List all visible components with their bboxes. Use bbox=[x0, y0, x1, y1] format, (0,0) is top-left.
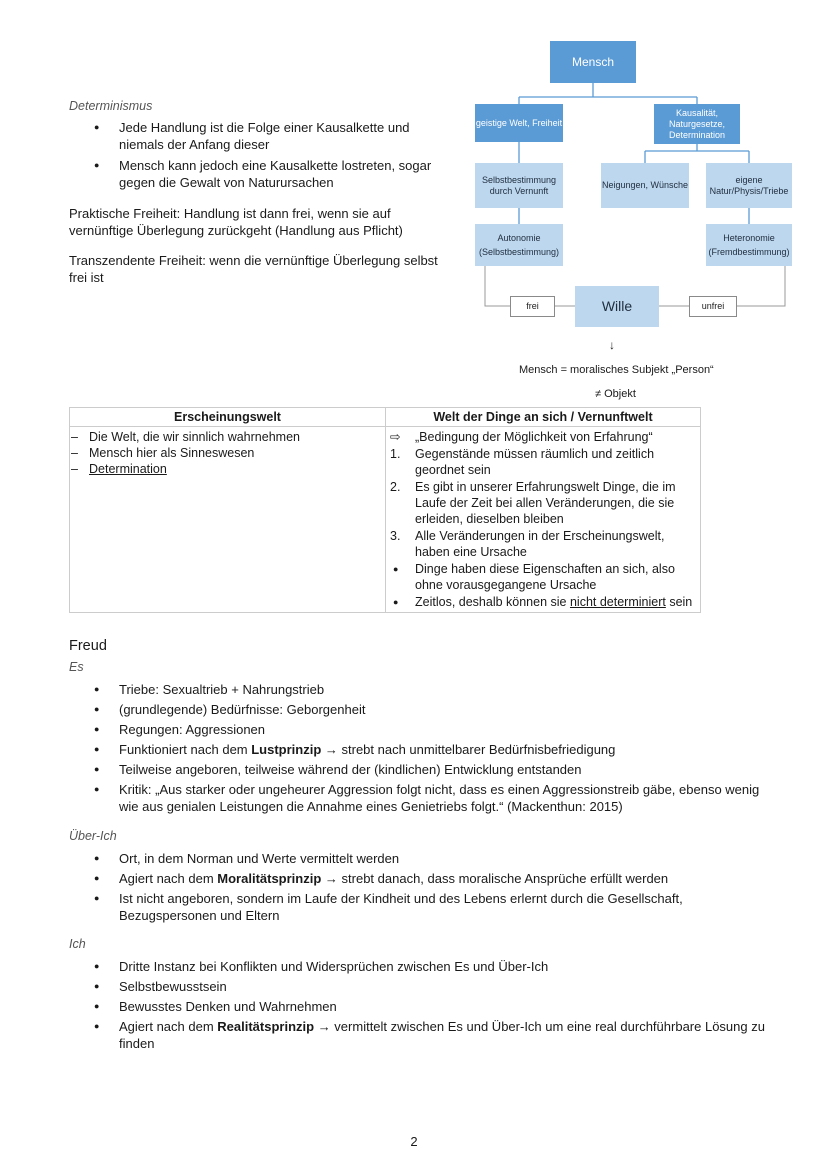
list-number: 3. bbox=[390, 529, 401, 543]
diagram-box-eigene-natur: eigene Natur/Physis/Triebe bbox=[706, 163, 792, 208]
erscheinungswelt-list bbox=[70, 429, 385, 477]
diagram-box-wille: Wille bbox=[575, 286, 659, 327]
ich-heading: Ich bbox=[69, 937, 86, 951]
diagram-box-neigungen: Neigungen, Wünsche bbox=[601, 163, 689, 208]
diagram-box-autonomie bbox=[475, 224, 563, 266]
list-item bbox=[386, 479, 700, 527]
diagram-objekt: ≠ Objekt bbox=[595, 388, 636, 400]
table-header-vernunftwelt: Welt der Dinge an sich / Vernunftwelt bbox=[386, 408, 701, 427]
vernunftwelt-list bbox=[386, 429, 700, 610]
list-item bbox=[386, 429, 700, 445]
list-item bbox=[386, 446, 700, 478]
list-item-text: Alle Veränderungen in der Erscheinungswelt, haben eine Ursache bbox=[415, 529, 665, 559]
ueberich-heading: Über-Ich bbox=[69, 829, 117, 843]
connector-line bbox=[735, 266, 785, 306]
list-item-text: Es gibt in unserer Erfahrungswelt Dinge, die im Laufe der Zeit bei allen Veränderungen, die sie erleiden, dieselben bleiben bbox=[415, 480, 676, 526]
diagram-result: Mensch = moralisches Subjekt „Person“ bbox=[519, 364, 714, 376]
down-arrow-icon: ↓ bbox=[609, 338, 615, 352]
diagram-box-kausalitaet: Kausalität, Naturgesetze, Determination bbox=[654, 104, 740, 144]
connector-line bbox=[645, 144, 749, 163]
list-item bbox=[386, 594, 700, 610]
list-item-text: Zeitlos, deshalb können sie nicht determiniert sein bbox=[415, 595, 693, 609]
list-item: ● Selbstbewusstsein bbox=[69, 978, 769, 995]
list-item-text: „Bedingung der Möglichkeit von Erfahrung“ bbox=[415, 430, 653, 444]
list-item: ● Jede Handlung ist die Folge einer Kausalkette und niemals der Anfang dieser bbox=[69, 119, 454, 153]
list-item: ● Dritte Instanz bei Konflikten und Widersprüchen zwischen Es und Über-Ich bbox=[69, 958, 769, 975]
list-item: ● Agiert nach dem Realitätsprinzip → vermittelt zwischen Es und Über-Ich um eine real durchführbare Lösung zu finden bbox=[69, 1018, 769, 1052]
list-item: ● Agiert nach dem Moralitätsprinzip → strebt danach, dass moralische Ansprüche erfüllt werden bbox=[69, 870, 769, 887]
list-item: ● Mensch kann jedoch eine Kausalkette lostreten, sogar gegen die Gewalt von Naturursachen bbox=[69, 157, 454, 191]
ich-list bbox=[69, 958, 769, 1052]
table-header-erscheinungswelt: Erscheinungswelt bbox=[70, 408, 386, 427]
list-item: ● (grundlegende) Bedürfnisse: Geborgenheit bbox=[69, 701, 769, 718]
list-item: ● Funktioniert nach dem Lustprinzip → strebt nach unmittelbarer Bedürfnisbefriedigung bbox=[69, 741, 769, 758]
heteronomie-label: Heteronomie bbox=[723, 232, 775, 243]
list-item-text: Dinge haben diese Eigenschaften an sich, also ohne vorausgegangene Ursache bbox=[415, 562, 675, 592]
determinismus-heading: Determinismus bbox=[69, 99, 153, 113]
list-item: – Mensch hier als Sinneswesen bbox=[70, 445, 385, 461]
list-item: ● Regungen: Aggressionen bbox=[69, 721, 769, 738]
diagram-box-unfrei: unfrei bbox=[689, 296, 737, 317]
list-item: ● Kritik: „Aus starker oder ungeheurer Aggression folgt nicht, dass es einen Aggressionstreib gäbe, ebenso wenig wie aus genialen Leistungen die Annahme eines Genietriebs folgt.“ (Mackenthun: 2015) bbox=[69, 781, 769, 815]
list-item: ● Ort, in dem Norman und Werte vermittelt werden bbox=[69, 850, 769, 867]
ueberich-list bbox=[69, 850, 769, 924]
list-item: ● Teilweise angeboren, teilweise während der (kindlichen) Entwicklung entstanden bbox=[69, 761, 769, 778]
list-number: 1. bbox=[390, 447, 401, 461]
list-item: – Die Welt, die wir sinnlich wahrnehmen bbox=[70, 429, 385, 445]
heteronomie-sublabel: (Fremdbestimmung) bbox=[708, 246, 790, 257]
table-cell-vernunftwelt bbox=[386, 427, 701, 613]
es-heading: Es bbox=[69, 660, 84, 674]
diagram-box-heteronomie bbox=[706, 224, 792, 266]
autonomie-label: Autonomie bbox=[497, 232, 541, 243]
list-item: ● Ist nicht angeboren, sondern im Laufe der Kindheit und des Lebens erlernt durch die Gesellschaft, Bezugspersonen und Eltern bbox=[69, 890, 769, 924]
diagram-box-frei: frei bbox=[510, 296, 555, 317]
table-cell-erscheinungswelt bbox=[70, 427, 386, 613]
list-item-text: Gegenstände müssen räumlich und zeitlich geordnet sein bbox=[415, 447, 655, 477]
diagram-box-mensch: Mensch bbox=[550, 41, 636, 83]
list-item: – Determination bbox=[70, 461, 385, 477]
diagram-box-geistige-welt: geistige Welt, Freiheit bbox=[475, 104, 563, 142]
list-item bbox=[386, 561, 700, 593]
bullet-icon: ● bbox=[393, 597, 399, 607]
diagram-box-selbstbestimmung: Selbstbestimmung durch Vernunft bbox=[475, 163, 563, 208]
es-list bbox=[69, 681, 769, 815]
page-number: 2 bbox=[410, 1134, 418, 1149]
connector-line bbox=[485, 266, 510, 306]
list-item bbox=[386, 528, 700, 560]
autonomie-sublabel: (Selbstbestimmung) bbox=[478, 246, 560, 257]
list-item: ● Triebe: Sexualtrieb + Nahrungstrieb bbox=[69, 681, 769, 698]
list-item: ● Bewusstes Denken und Wahrnehmen bbox=[69, 998, 769, 1015]
arrow-icon: ⇨ bbox=[390, 430, 401, 444]
praktische-freiheit: Praktische Freiheit: Handlung ist dann frei, wenn sie auf vernünftige Überlegung zurückgeht (Handlung aus Pflicht) bbox=[69, 206, 403, 238]
bullet-icon: ● bbox=[393, 564, 399, 574]
transzendente-freiheit: Transzendente Freiheit: wenn die vernünftige Überlegung selbst frei ist bbox=[69, 253, 438, 285]
list-number: 2. bbox=[390, 480, 401, 494]
comparison-table bbox=[69, 407, 701, 613]
freud-title: Freud bbox=[69, 638, 107, 654]
